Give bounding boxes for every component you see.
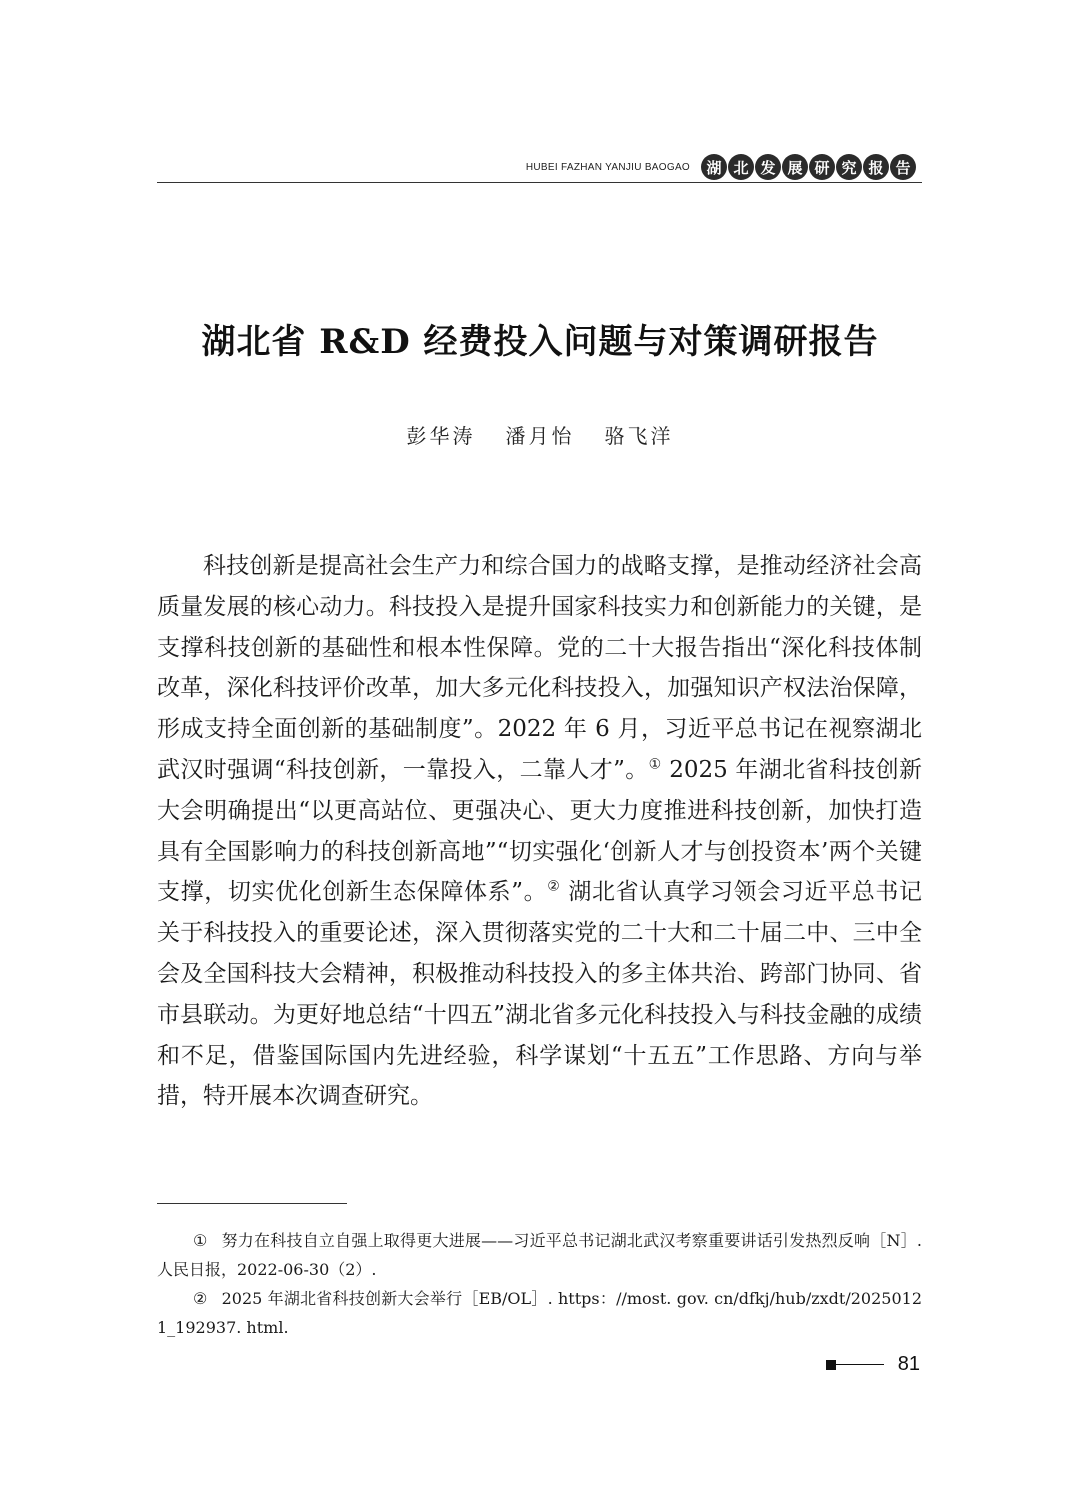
page-marker-square bbox=[826, 1360, 836, 1370]
logo-char: 研 bbox=[809, 154, 835, 180]
logo-char: 告 bbox=[890, 154, 916, 180]
footnote-text: 努力在科技自立自强上取得更大进展——习近平总书记湖北武汉考察重要讲话引发热烈反响［N］. 人民日报，2022-06-30（2）. bbox=[157, 1231, 923, 1279]
footnote-mark: ② bbox=[193, 1289, 208, 1308]
header-rule bbox=[157, 182, 922, 183]
journal-name-logo bbox=[701, 154, 916, 180]
logo-char: 湖 bbox=[701, 154, 727, 180]
logo-char: 展 bbox=[782, 154, 808, 180]
author-name: 彭华涛 bbox=[406, 424, 476, 448]
article-title: 湖北省 R&D 经费投入问题与对策调研报告 bbox=[201, 322, 879, 362]
footnotes bbox=[157, 1226, 922, 1342]
logo-char: 报 bbox=[863, 154, 889, 180]
journal-name-english: HUBEI FAZHAN YANJIU BAOGAO bbox=[525, 162, 690, 173]
author-name: 骆飞洋 bbox=[604, 424, 674, 448]
footnote-separator bbox=[157, 1203, 347, 1204]
footnote-ref: ① bbox=[648, 756, 662, 773]
page-number-text: 81 bbox=[897, 1353, 920, 1375]
footnote bbox=[157, 1284, 922, 1342]
logo-char: 北 bbox=[728, 154, 754, 180]
body-text-segment: 2025 年湖北省科技创新大会明确提出“以更高站位、更强决心、更大力度推进科技创新，加快打造具有全国影响力的科技创新高地”“切实强化‘创新人才与创投资本’两个关键支撑，切实优化创新生态保障体系”。 bbox=[157, 756, 922, 906]
footnote bbox=[157, 1226, 922, 1284]
page-marker-line bbox=[836, 1364, 884, 1365]
page-number bbox=[826, 1353, 920, 1376]
body-text-segment: 科技创新是提高社会生产力和综合国力的战略支撑，是推动经济社会高质量发展的核心动力。科技投入是提升国家科技实力和创新能力的关键，是支撑科技创新的基础性和根本性保障。党的二十大报告指出“深化科技体制改革，深化科技评价改革，加大多元化科技投入，加强知识产权法治保障，形成支持全面创新的基础制度”。2022 年 6 月，习近平总书记在视察湖北武汉时强调“科技创新，一靠投入，二靠人才”。 bbox=[157, 553, 922, 783]
footnote-mark: ① bbox=[193, 1231, 208, 1250]
author-name: 潘月怡 bbox=[505, 424, 575, 448]
logo-char: 究 bbox=[836, 154, 862, 180]
author-list bbox=[0, 420, 1080, 449]
footnote-ref: ② bbox=[547, 878, 561, 895]
body-paragraph bbox=[157, 546, 922, 1117]
logo-char: 发 bbox=[755, 154, 781, 180]
footnote-text: 2025 年湖北省科技创新大会举行［EB/OL］. https：//most. gov. cn/dfkj/hub/zxdt/20250121_192937. html. bbox=[157, 1289, 922, 1337]
running-header bbox=[157, 150, 922, 186]
body-text-segment: 湖北省认真学习领会习近平总书记关于科技投入的重要论述，深入贯彻落实党的二十大和二十届二中、三中全会及全国科技大会精神，积极推动科技投入的多主体共治、跨部门协同、省市县联动。为更好地总结“十四五”湖北省多元化科技投入与科技金融的成绩和不足，借鉴国际国内先进经验，科学谋划“十五五”工作思路、方向与举措，特开展本次调查研究。 bbox=[157, 879, 922, 1110]
